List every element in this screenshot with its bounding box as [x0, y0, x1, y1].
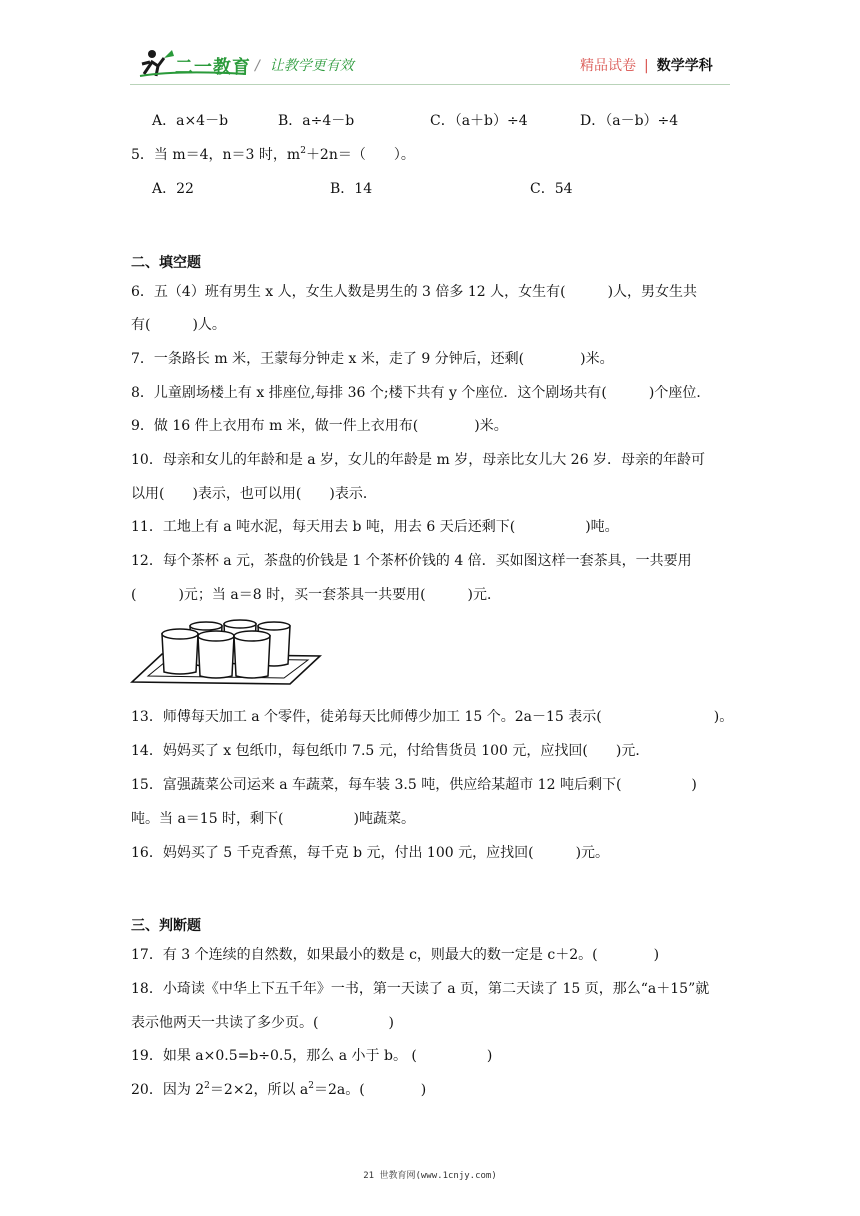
q13: 13．师傅每天加工 a 个零件，徒弟每天比师傅少加工 15 个。2a－15 表示( )。 [131, 709, 734, 725]
slogan-text: 让教学更有效 [269, 58, 354, 74]
tea-set-illustration [130, 614, 324, 692]
q5-stem-text: 5．当 m＝4，n＝3 时，m [131, 147, 301, 163]
q4-option-a: A．a×4－b [152, 113, 229, 129]
q10-line1: 10．母亲和女儿的年龄和是 a 岁，女儿的年龄是 m 岁，母亲比女儿大 26 岁．母亲的年龄可 [131, 452, 705, 468]
q5-option-b: B．14 [330, 181, 373, 197]
section2-title: 二、填空题 [131, 255, 201, 271]
q14: 14．妈妈买了 x 包纸巾，每包纸巾 7.5 元，付给售货员 100 元，应找回( )元． [131, 743, 650, 759]
header-right: 精品试卷 | 数学学科 [580, 58, 713, 74]
q4-option-b: B．a÷4－b [278, 113, 355, 129]
q15-line2: 吨。当 a＝15 时，剩下( )吨蔬菜。 [131, 811, 415, 827]
q20 [131, 1081, 426, 1099]
q20-text-2: ＝2×2，所以 a [209, 1082, 309, 1098]
q5-option-a: A．22 [152, 181, 194, 197]
q10-line2: 以用( )表示，也可以用( )表示． [131, 486, 377, 502]
q15-line1: 15．富强蔬菜公司运来 a 车蔬菜，每车装 3.5 吨，供应给某超市 12 吨后剩下( ) [131, 777, 697, 793]
q19: 19．如果 a×0.5=b÷0.5，那么 a 小于 b。 ( ) [131, 1048, 493, 1064]
q7: 7．一条路长 m 米，王蒙每分钟走 x 米，走了 9 分钟后，还剩( )米。 [131, 351, 614, 367]
q20-text-3: ＝2a。( ) [313, 1082, 427, 1098]
section3-title: 三、判断题 [131, 918, 201, 934]
q8: 8．儿童剧场楼上有 x 排座位,每排 36 个;楼下共有 y 个座位．这个剧场共有( )个座位． [131, 385, 711, 401]
q12-line2: ( )元；当 a＝8 时，买一套茶具一共要用( )元． [131, 587, 502, 603]
q17: 17．有 3 个连续的自然数，如果最小的数是 c，则最大的数一定是 c＋2。( ) [131, 947, 660, 963]
q5-option-c: C．54 [530, 181, 573, 197]
header-divider [130, 84, 730, 85]
slogan: / 让教学更有效 [255, 58, 354, 74]
q20-exponent-2: 2 [308, 1081, 314, 1091]
q4-option-c: C．（a＋b）÷4 [430, 113, 528, 129]
q5-exponent: 2 [300, 146, 306, 156]
q6-line2: 有( )人。 [131, 317, 226, 333]
q12-line1: 12．每个茶杯 a 元，茶盘的价钱是 1 个茶杯价钱的 4 倍．买如图这样一套茶具，一共要用 [131, 553, 692, 569]
brand-name: 二一教育 [175, 57, 251, 78]
page-footer: 21 世教育网(www.1cnjy.com) [363, 1171, 497, 1181]
q20-text-1: 20．因为 2 [131, 1082, 205, 1098]
q5-stem [131, 146, 415, 164]
subject-label: 数学学科 [656, 58, 713, 74]
q9: 9．做 16 件上衣用布 m 米，做一件上衣用布( )米。 [131, 418, 508, 434]
q16: 16．妈妈买了 5 千克香蕉，每千克 b 元，付出 100 元，应找回( )元。 [131, 845, 610, 861]
q20-exponent-1: 2 [204, 1081, 210, 1091]
q18-line1: 18．小琦读《中华上下五千年》一书，第一天读了 a 页，第二天读了 15 页，那么“a＋15”就 [131, 981, 710, 997]
page-header [0, 0, 860, 90]
q11: 11．工地上有 a 吨水泥，每天用去 b 吨，用去 6 天后还剩下( )吨。 [131, 519, 619, 535]
badge-label: 精品试卷 [580, 58, 636, 74]
q5-stem-text-2: ＋2n＝（ ）。 [305, 147, 415, 163]
q18-line2: 表示他两天一共读了多少页。( ) [131, 1015, 394, 1031]
q4-option-d: D．（a－b）÷4 [580, 113, 679, 129]
q6-line1: 6．五（4）班有男生 x 人，女生人数是男生的 3 倍多 12 人，女生有( )人，男女生共 [131, 284, 698, 300]
